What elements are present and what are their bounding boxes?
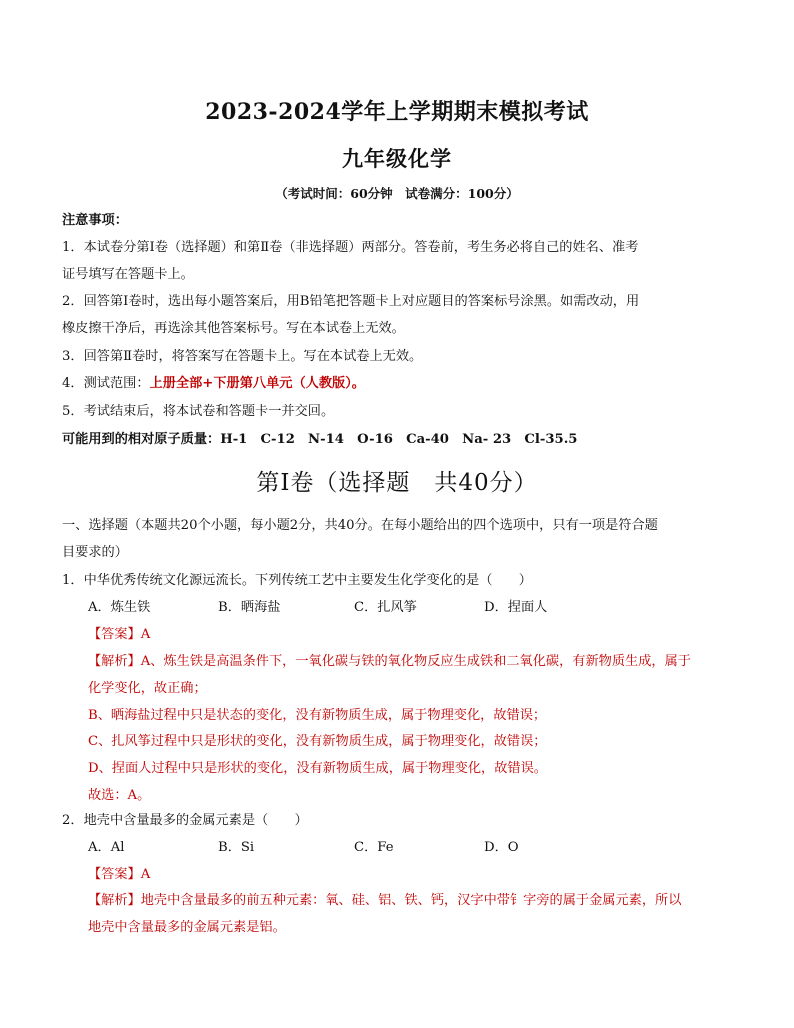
- question-1-answer: 【答案】A: [88, 627, 151, 642]
- question-2-option-c: C．Fe: [354, 840, 394, 855]
- exam-subject: 九年级化学: [342, 146, 452, 171]
- section-intro: 一、选择题（本题共20个小题，每小题2分，共40分。在每小题给出的四个选项中，只有一项是符合题: [62, 518, 658, 533]
- section-title: 第Ⅰ卷（选择题 共40分）: [256, 470, 538, 496]
- question-2-option-d: D．O: [484, 840, 519, 855]
- section-intro: 目要求的）: [62, 545, 128, 560]
- exam-info: （考试时间：60分钟 试卷满分：100分）: [275, 186, 519, 201]
- question-1-analysis: B、晒海盐过程中只是状态的变化，没有新物质生成，属于物理变化，故错误；: [88, 708, 547, 723]
- note-line: 3．回答第Ⅱ卷时，将答案写在答题卡上。写在本试卷上无效。: [62, 349, 423, 364]
- question-1-option-a: A．炼生铁: [88, 600, 151, 615]
- note-line: 2．回答第Ⅰ卷时，选出每小题答案后，用B铅笔把答题卡上对应题目的答案标号涂黑。如需改动，用: [62, 294, 640, 309]
- question-2-answer: 【答案】A: [88, 867, 151, 882]
- question-1-option-c: C．扎风筝: [354, 600, 417, 615]
- question-1-analysis: D、捏面人过程中只是形状的变化，没有新物质生成，属于物理变化，故错误。: [88, 761, 547, 776]
- question-2-stem: 2．地壳中含量最多的金属元素是（ ）: [62, 813, 308, 828]
- question-1-analysis: C、扎风筝过程中只是形状的变化，没有新物质生成，属于物理变化，故错误；: [88, 734, 547, 749]
- atomic-masses: 可能用到的相对原子质量：H-1 C-12 N-14 O-16 Ca-40 Na- 23 Cl-35.5: [62, 432, 578, 447]
- question-2-analysis: 地壳中含量最多的金属元素是铝。: [88, 920, 286, 935]
- question-2-analysis: 【解析】地壳中含量最多的前五种元素：氧、硅、铝、铁、钙，汉字中带钅字旁的属于金属元素，所以: [88, 893, 682, 908]
- note-4-prefix: 4．测试范围：: [62, 376, 150, 391]
- question-2-option-a: A．Al: [88, 840, 125, 855]
- question-1-option-d: D．捏面人: [484, 600, 548, 615]
- question-1-analysis: 【解析】A、炼生铁是高温条件下，一氧化碳与铁的氧化物反应生成铁和二氧化碳，有新物质生成，属于: [88, 654, 691, 669]
- question-1-stem: 1．中华优秀传统文化源远流长。下列传统工艺中主要发生化学变化的是（ ）: [62, 573, 532, 588]
- question-2-option-b: B．Si: [218, 840, 255, 855]
- note-line: 1．本试卷分第Ⅰ卷（选择题）和第Ⅱ卷（非选择题）两部分。答卷前，考生务必将自己的姓名、准考: [62, 240, 639, 255]
- note-4: [62, 375, 365, 393]
- test-scope: 上册全部+下册第八单元（人教版）。: [149, 376, 365, 391]
- question-1-analysis: 化学变化，故正确；: [88, 681, 207, 696]
- note-line: 证号填写在答题卡上。: [62, 267, 194, 282]
- exam-title: 2023-2024学年上学期期末模拟考试: [205, 99, 589, 125]
- note-5: 5．考试结束后，将本试卷和答题卡一并交回。: [62, 404, 335, 419]
- question-1-option-b: B．晒海盐: [218, 600, 281, 615]
- notes-heading: 注意事项：: [62, 213, 128, 228]
- question-1-conclusion: 故选：A。: [88, 788, 151, 803]
- note-line: 橡皮擦干净后，再选涂其他答案标号。写在本试卷上无效。: [62, 321, 405, 336]
